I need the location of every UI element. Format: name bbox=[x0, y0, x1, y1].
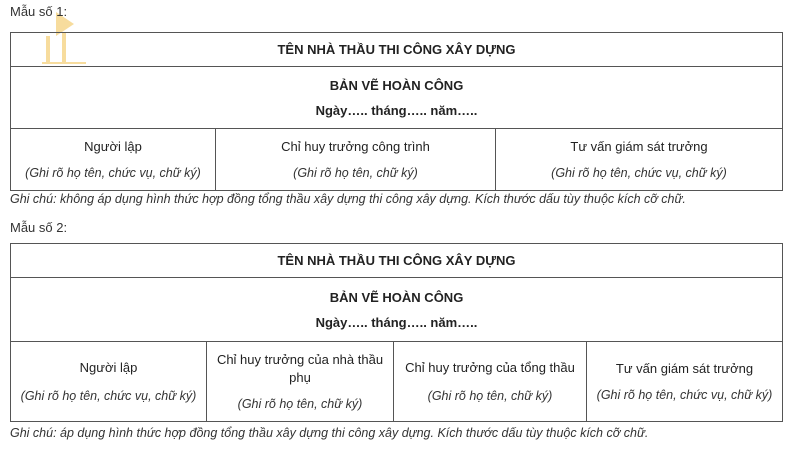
signer-hint: (Ghi rõ họ tên, chữ ký) bbox=[427, 388, 553, 403]
form2-signer-3 bbox=[394, 342, 587, 422]
signer-hint: (Ghi rõ họ tên, chức vụ, chữ ký) bbox=[25, 165, 201, 180]
form1-signer-2 bbox=[216, 129, 496, 191]
form2-signer-1 bbox=[11, 342, 207, 422]
form2-table bbox=[10, 243, 783, 422]
form2-note: Ghi chú: áp dụng hình thức hợp đồng tổng thầu xây dựng thi công xây dựng. Kích thước dấu tùy thuộc kích cỡ chữ. bbox=[10, 426, 649, 440]
signer-hint: (Ghi rõ họ tên, chức vụ, chữ ký) bbox=[551, 165, 727, 180]
form1-signer-1 bbox=[11, 129, 216, 191]
signer-title: Chỉ huy trưởng của nhà thầu phụ bbox=[216, 351, 384, 385]
form2-signer-4 bbox=[587, 342, 783, 422]
form2-signer-2 bbox=[207, 342, 394, 422]
form2-label: Mẫu số 2: bbox=[10, 220, 68, 235]
signer-title: Người lập bbox=[79, 359, 138, 375]
form1-date-line: Ngày….. tháng….. năm….. bbox=[315, 102, 478, 118]
signer-hint: (Ghi rõ họ tên, chức vụ, chữ ký) bbox=[20, 388, 197, 403]
signer-hint: (Ghi rõ họ tên, chữ ký) bbox=[293, 165, 418, 180]
signer-title: Tư vấn giám sát trưởng bbox=[570, 138, 708, 154]
signer-title: Chỉ huy trưởng của tổng thầu bbox=[405, 359, 575, 375]
form1-contractor: TÊN NHÀ THẦU THI CÔNG XÂY DỰNG bbox=[11, 33, 783, 67]
signer-title: Chỉ huy trưởng công trình bbox=[281, 138, 430, 154]
form2-date-line: Ngày….. tháng….. năm….. bbox=[315, 314, 478, 330]
signer-hint: (Ghi rõ họ tên, chức vụ, chữ ký) bbox=[596, 387, 773, 402]
form2-contractor: TÊN NHÀ THẦU THI CÔNG XÂY DỰNG bbox=[11, 244, 783, 278]
form1-label: Mẫu số 1: bbox=[10, 4, 68, 19]
signer-hint: (Ghi rõ họ tên, chữ ký) bbox=[237, 396, 363, 411]
signer-title: Tư vấn giám sát trưởng bbox=[615, 360, 754, 376]
form2-drawing-title: BẢN VẼ HOÀN CÔNG bbox=[329, 289, 464, 305]
form1-signer-3 bbox=[496, 129, 783, 191]
signer-title: Người lập bbox=[84, 138, 142, 154]
form1-title-cell bbox=[11, 67, 783, 129]
form1-note: Ghi chú: không áp dụng hình thức hợp đồng tổng thầu xây dựng thi công xây dựng. Kích thước dấu tùy thuộc kích cỡ chữ. bbox=[10, 192, 686, 206]
form1-drawing-title: BẢN VẼ HOÀN CÔNG bbox=[329, 77, 464, 93]
form2-title-cell bbox=[11, 278, 783, 342]
form1-table bbox=[10, 32, 783, 191]
